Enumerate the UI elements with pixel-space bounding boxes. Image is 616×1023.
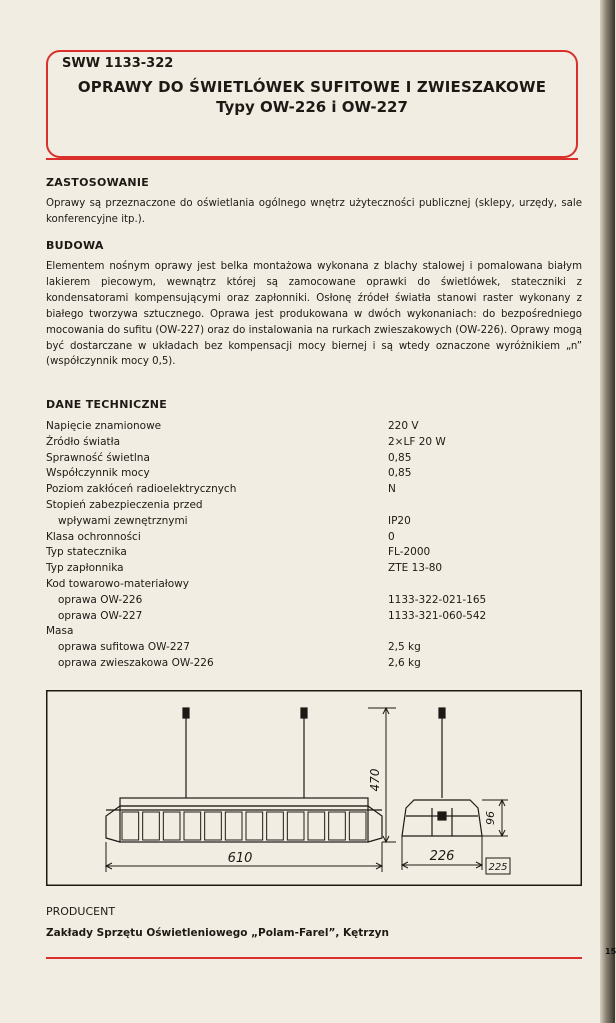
spec-label: oprawa OW-226 bbox=[58, 593, 143, 606]
raster-cell bbox=[205, 812, 222, 840]
spec-row bbox=[46, 498, 486, 514]
spec-label: Masa bbox=[46, 625, 74, 638]
spec-row bbox=[46, 561, 486, 577]
spec-label: Sprawność świetlna bbox=[46, 451, 150, 464]
raster-cell bbox=[163, 812, 180, 840]
text-budowa: Elementem nośnym oprawy jest belka montażowa wykonana z blachy stalowej i pomalowana białym lakierem piecowym, wewnątrz której są zamocowane oprawki do świetlówek, stateczniki z kondensatorami kompensującymi oraz zapłonniki. Osłonę źródeł światła stanowi raster wykonany z białego tworzywa sztucznego. Oprawa jest produkowana w dwóch wykonaniach: do bezpośredniego mocowania do sufitu (OW-227) oraz do instalowania na rurkach zwieszakowych (OW-226). Oprawy mogą być dostarczane w układach bez kompensacji mocy biernej i są wtedy oznaczone wyróżnikiem „n” (współczynnik mocy 0,5). bbox=[46, 261, 582, 368]
spec-row bbox=[46, 545, 486, 561]
producer-name: Zakłady Sprzętu Oświetleniowego „Polam-Farel”, Kętrzyn bbox=[46, 927, 389, 939]
spec-label: Źródło światła bbox=[46, 435, 121, 448]
heading-budowa: BUDOWA bbox=[46, 239, 104, 252]
header-divider bbox=[46, 158, 578, 160]
producer-label: PRODUCENT bbox=[46, 905, 116, 918]
spec-value: 1133-321-060-542 bbox=[388, 609, 487, 622]
raster-cell bbox=[225, 812, 242, 840]
spec-value: 2,6 kg bbox=[388, 656, 421, 669]
spec-label: Klasa ochronności bbox=[46, 530, 141, 543]
spec-table bbox=[46, 419, 486, 672]
spec-label: Typ statecznika bbox=[46, 546, 127, 559]
spec-label: wpływami zewnętrznymi bbox=[58, 514, 188, 527]
spec-row bbox=[46, 514, 486, 530]
raster-cell bbox=[308, 812, 325, 840]
raster-cell bbox=[122, 812, 139, 840]
raster-cell bbox=[143, 812, 160, 840]
book-page-edge bbox=[600, 0, 615, 1023]
spec-label: Poziom zakłóceń radioelektrycznych bbox=[46, 483, 237, 496]
spec-row bbox=[46, 609, 486, 625]
spec-row bbox=[46, 640, 486, 656]
spec-value: N bbox=[388, 483, 396, 496]
raster-cells bbox=[122, 812, 366, 840]
spec-value: IP20 bbox=[388, 514, 411, 527]
spec-label: Współczynnik mocy bbox=[46, 467, 150, 480]
spec-value: 0,85 bbox=[388, 451, 412, 464]
raster-cell bbox=[349, 812, 366, 840]
heading-zastosowanie: ZASTOSOWANIE bbox=[46, 176, 150, 189]
spec-row bbox=[46, 593, 486, 609]
edge-page-number: 15 bbox=[605, 947, 616, 956]
spec-value: 0 bbox=[388, 530, 395, 543]
text-zastosowanie: Oprawy są przeznaczone do oświetlania ogólnego wnętrz użyteczności publicznej (sklepy, urzędy, sale konferencyjne itp.). bbox=[46, 198, 582, 225]
spec-row bbox=[46, 482, 486, 498]
spec-value: FL-2000 bbox=[388, 546, 431, 559]
spec-value: 0,85 bbox=[388, 467, 412, 480]
luminaire-end-view bbox=[402, 800, 482, 836]
luminaire-side-view bbox=[106, 798, 382, 842]
page-subtitle: Typy OW-226 i OW-227 bbox=[216, 98, 408, 116]
spec-value: ZTE 13-80 bbox=[388, 562, 443, 575]
suspension-rods bbox=[183, 708, 445, 798]
raster-cell bbox=[184, 812, 201, 840]
raster-cell bbox=[329, 812, 346, 840]
catalog-code: SWW 1133-322 bbox=[62, 56, 174, 71]
spec-label: Typ zapłonnika bbox=[46, 562, 124, 575]
spec-label: Napięcie znamionowe bbox=[46, 420, 162, 432]
dimension-470-label: 470 bbox=[368, 768, 382, 792]
spec-value: 220 V bbox=[388, 420, 419, 432]
spec-row bbox=[46, 451, 486, 467]
technical-drawing bbox=[46, 690, 582, 886]
spec-label: oprawa zwieszakowa OW-226 bbox=[58, 656, 214, 669]
spec-value: 1133-322-021-165 bbox=[388, 593, 487, 606]
spec-row bbox=[46, 435, 486, 451]
heading-dane-techniczne: DANE TECHNICZNE bbox=[46, 398, 168, 411]
footer-divider bbox=[46, 957, 582, 959]
raster-cell bbox=[246, 812, 263, 840]
spec-row bbox=[46, 466, 486, 482]
dimension-96-label: 96 bbox=[484, 811, 497, 825]
spec-label: Stopień zabezpieczenia przed bbox=[46, 498, 203, 511]
raster-cell bbox=[267, 812, 284, 840]
spec-row bbox=[46, 419, 486, 435]
spec-label: Kod towarowo-materiałowy bbox=[46, 577, 189, 590]
spec-row bbox=[46, 530, 486, 546]
page-title: OPRAWY DO ŚWIETLÓWEK SUFITOWE I ZWIESZAKOWE bbox=[77, 78, 547, 96]
spec-row bbox=[46, 656, 486, 672]
dimension-225-label: 225 bbox=[488, 862, 508, 873]
spec-label: oprawa sufitowa OW-227 bbox=[58, 641, 190, 654]
spec-row bbox=[46, 577, 486, 593]
spec-row bbox=[46, 624, 486, 640]
spec-value: 2×LF 20 W bbox=[388, 435, 446, 448]
dimension-610-label: 610 bbox=[227, 851, 253, 866]
spec-value: 2,5 kg bbox=[388, 641, 421, 654]
dimension-226-label: 226 bbox=[429, 849, 455, 864]
spec-label: oprawa OW-227 bbox=[58, 609, 143, 622]
raster-cell bbox=[287, 812, 304, 840]
